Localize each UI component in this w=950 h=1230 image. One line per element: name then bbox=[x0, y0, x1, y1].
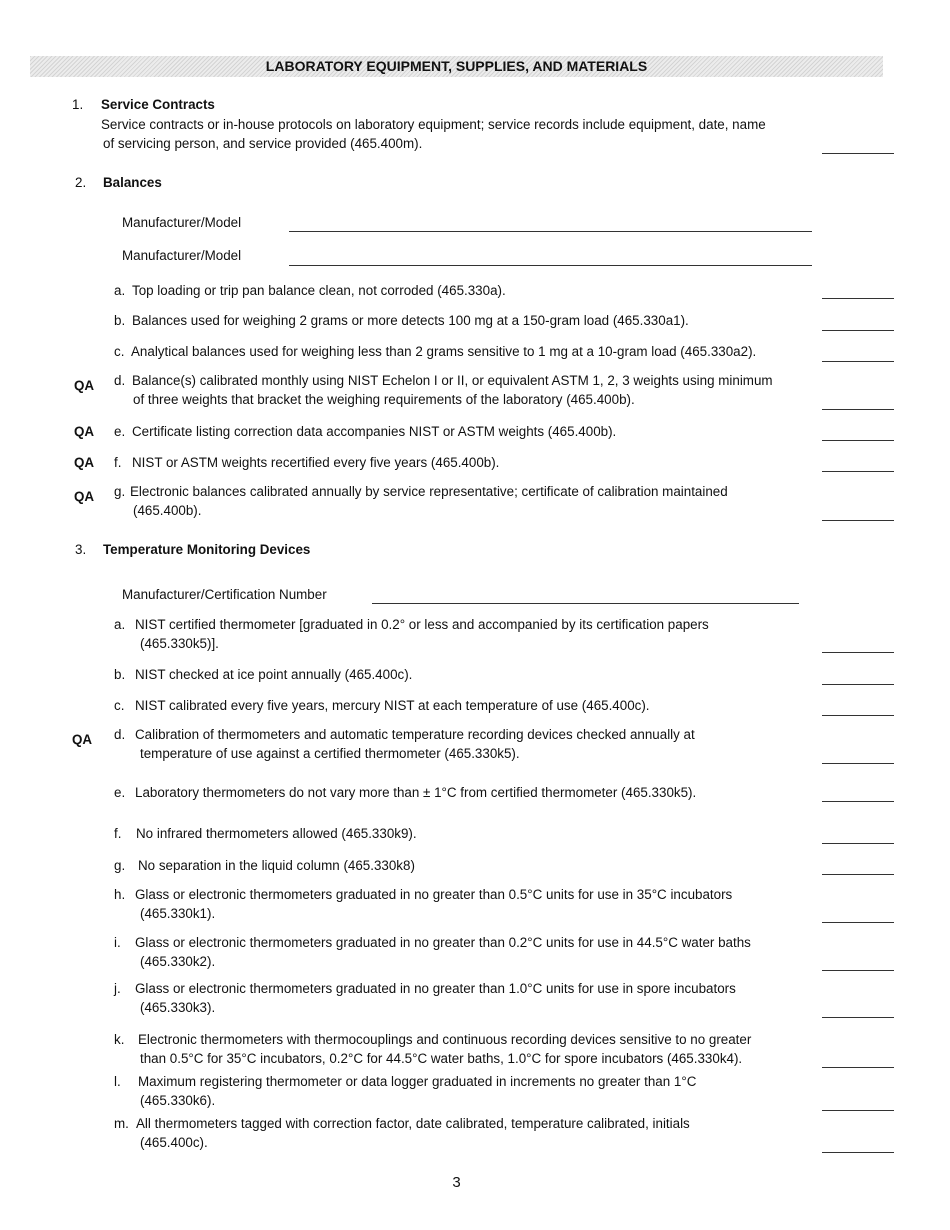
page-title: LABORATORY EQUIPMENT, SUPPLIES, AND MATERIALS bbox=[265, 58, 648, 74]
answer-blank-2g[interactable] bbox=[822, 520, 894, 521]
item-marker: a. bbox=[114, 617, 126, 632]
page-number: 3 bbox=[452, 1174, 461, 1191]
item-text-continued: (465.330k6). bbox=[140, 1093, 216, 1108]
item-text: Electronic thermometers with thermocouplings and continuous recording devices sensitive to no greater bbox=[138, 1032, 752, 1047]
section-1-text-line2: of servicing person, and service provided (465.400m). bbox=[103, 136, 423, 151]
answer-blank-3h[interactable] bbox=[822, 922, 894, 923]
item-text: No separation in the liquid column (465.330k8) bbox=[138, 858, 415, 873]
item-text-continued: (465.330k2). bbox=[140, 954, 216, 969]
section-3-title: Temperature Monitoring Devices bbox=[103, 542, 311, 557]
item-text-continued: of three weights that bracket the weighing requirements of the laboratory (465.400b). bbox=[133, 392, 635, 407]
answer-blank-2e[interactable] bbox=[822, 440, 894, 441]
item-marker: e. bbox=[114, 785, 126, 800]
item-text: NIST or ASTM weights recertified every five years (465.400b). bbox=[132, 455, 500, 470]
item-text: Top loading or trip pan balance clean, not corroded (465.330a). bbox=[132, 283, 506, 298]
qa-label: QA bbox=[74, 378, 95, 393]
answer-blank-3k[interactable] bbox=[822, 1067, 894, 1068]
section-1-title: Service Contracts bbox=[101, 97, 215, 112]
answer-blank-2c[interactable] bbox=[822, 361, 894, 362]
item-marker: a. bbox=[114, 283, 126, 298]
item-text-continued: (465.330k1). bbox=[140, 906, 216, 921]
answer-blank-2d[interactable] bbox=[822, 409, 894, 410]
manufacturer-model-input-1[interactable] bbox=[289, 231, 812, 232]
item-text-continued: temperature of use against a certified thermometer (465.330k5). bbox=[140, 746, 520, 761]
item-text: NIST certified thermometer [graduated in 0.2° or less and accompanied by its certification papers bbox=[135, 617, 709, 632]
answer-blank-3l[interactable] bbox=[822, 1110, 894, 1111]
item-text: Electronic balances calibrated annually by service representative; certificate of calibration maintained bbox=[130, 484, 728, 499]
answer-blank-3a[interactable] bbox=[822, 652, 894, 653]
qa-label: QA bbox=[74, 455, 95, 470]
answer-blank-3f[interactable] bbox=[822, 843, 894, 844]
item-marker: b. bbox=[114, 667, 126, 682]
section-2-number: 2. bbox=[75, 175, 87, 190]
item-marker: i. bbox=[114, 935, 121, 950]
item-marker: e. bbox=[114, 424, 126, 439]
item-text: Glass or electronic thermometers graduated in no greater than 1.0°C units for use in spore incubators bbox=[135, 981, 736, 996]
item-text: Glass or electronic thermometers graduated in no greater than 0.5°C units for use in 35°C incubators bbox=[135, 887, 733, 902]
item-text: No infrared thermometers allowed (465.330k9). bbox=[136, 826, 417, 841]
section-1-text-line1: Service contracts or in-house protocols on laboratory equipment; service records include equipment, date, name bbox=[101, 117, 766, 132]
item-text: NIST calibrated every five years, mercury NIST at each temperature of use (465.400c). bbox=[135, 698, 650, 713]
section-2-title: Balances bbox=[103, 175, 162, 190]
item-marker: d. bbox=[114, 373, 126, 388]
item-marker: m. bbox=[114, 1116, 129, 1131]
item-marker: g. bbox=[114, 858, 126, 873]
item-marker: f. bbox=[114, 826, 122, 841]
item-text-continued: (465.330k5)]. bbox=[140, 636, 219, 651]
answer-blank-2a[interactable] bbox=[822, 298, 894, 299]
item-text: Laboratory thermometers do not vary more than ± 1°C from certified thermometer (465.330k5). bbox=[135, 785, 697, 800]
answer-blank-3i[interactable] bbox=[822, 970, 894, 971]
answer-blank-3m[interactable] bbox=[822, 1152, 894, 1153]
answer-blank-1[interactable] bbox=[822, 153, 894, 154]
item-text-continued: than 0.5°C for 35°C incubators, 0.2°C for 44.5°C water baths, 1.0°C for spore incubators (465.330k4). bbox=[140, 1051, 743, 1066]
item-text: Certificate listing correction data accompanies NIST or ASTM weights (465.400b). bbox=[132, 424, 617, 439]
answer-blank-3e[interactable] bbox=[822, 801, 894, 802]
item-text: Analytical balances used for weighing less than 2 grams sensitive to 1 mg at a 10-gram load (465.330a2). bbox=[131, 344, 757, 359]
answer-blank-2f[interactable] bbox=[822, 471, 894, 472]
item-marker: f. bbox=[114, 455, 122, 470]
item-marker: k. bbox=[114, 1032, 125, 1047]
item-text-continued: (465.330k3). bbox=[140, 1000, 216, 1015]
section-banner bbox=[30, 56, 883, 77]
answer-blank-3d[interactable] bbox=[822, 763, 894, 764]
item-text: Balance(s) calibrated monthly using NIST Echelon I or II, or equivalent ASTM 1, 2, 3 weights using minimum bbox=[132, 373, 773, 388]
item-text: Calibration of thermometers and automatic temperature recording devices checked annually at bbox=[135, 727, 695, 742]
answer-blank-3g[interactable] bbox=[822, 874, 894, 875]
item-text: Maximum registering thermometer or data logger graduated in increments no greater than 1°C bbox=[138, 1074, 697, 1089]
item-text: Glass or electronic thermometers graduated in no greater than 0.2°C units for use in 44.5°C water baths bbox=[135, 935, 751, 950]
item-text-continued: (465.400c). bbox=[140, 1135, 208, 1150]
manufacturer-model-input-2[interactable] bbox=[289, 265, 812, 266]
item-text: All thermometers tagged with correction factor, date calibrated, temperature calibrated, initials bbox=[136, 1116, 690, 1131]
item-text-continued: (465.400b). bbox=[133, 503, 202, 518]
answer-blank-3b[interactable] bbox=[822, 684, 894, 685]
item-marker: h. bbox=[114, 887, 126, 902]
item-marker: c. bbox=[114, 698, 125, 713]
section-3-number: 3. bbox=[75, 542, 87, 557]
item-marker: b. bbox=[114, 313, 126, 328]
qa-label: QA bbox=[74, 489, 95, 504]
item-marker: d. bbox=[114, 727, 126, 742]
qa-label: QA bbox=[72, 732, 93, 747]
qa-label: QA bbox=[74, 424, 95, 439]
item-marker: g. bbox=[114, 484, 126, 499]
certification-number-input[interactable] bbox=[372, 603, 799, 604]
field-label-certification-number: Manufacturer/Certification Number bbox=[122, 587, 327, 602]
item-marker: j. bbox=[114, 981, 121, 996]
field-label-manufacturer-model-1: Manufacturer/Model bbox=[122, 215, 242, 230]
item-marker: c. bbox=[114, 344, 125, 359]
field-label-manufacturer-model-2: Manufacturer/Model bbox=[122, 248, 242, 263]
item-marker: l. bbox=[114, 1074, 121, 1089]
item-text: NIST checked at ice point annually (465.400c). bbox=[135, 667, 413, 682]
answer-blank-3c[interactable] bbox=[822, 715, 894, 716]
item-text: Balances used for weighing 2 grams or more detects 100 mg at a 150-gram load (465.330a1). bbox=[132, 313, 689, 328]
answer-blank-2b[interactable] bbox=[822, 330, 894, 331]
section-1-number: 1. bbox=[72, 97, 84, 112]
answer-blank-3j[interactable] bbox=[822, 1017, 894, 1018]
